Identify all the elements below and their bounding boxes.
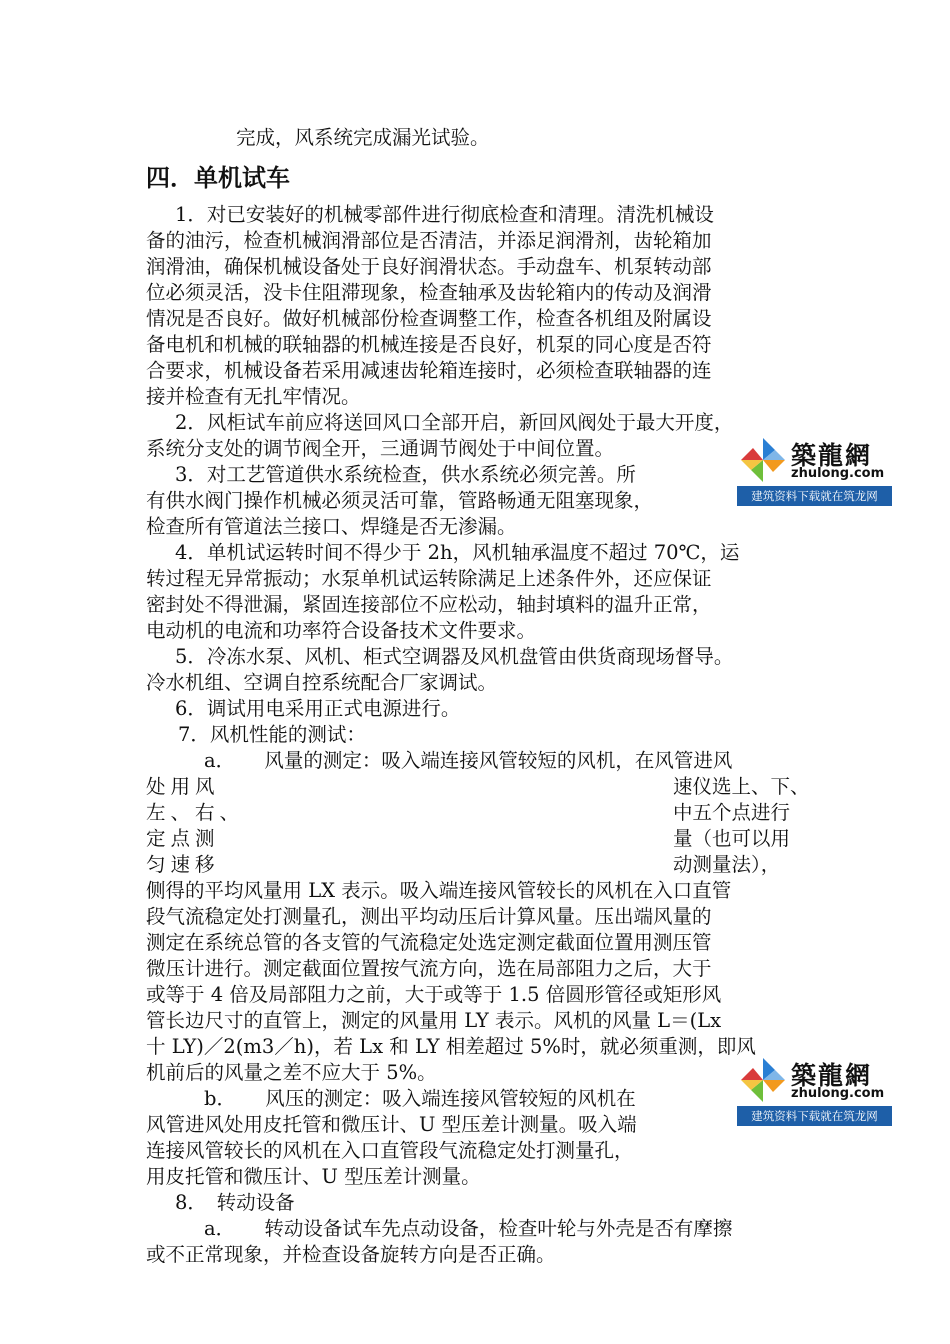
text-line: 定点测 bbox=[146, 827, 220, 850]
text-line: 微压计进行。测定截面位置按气流方向，选在局部阻力之后，大于 bbox=[146, 957, 712, 980]
text-line: 3．对工艺管道供水系统检查，供水系统必须完善。所 bbox=[175, 463, 636, 486]
text-line: 2．风柜试车前应将送回风口全部开启，新回风阀处于最大开度， bbox=[175, 411, 734, 434]
text-line: 电动机的电流和功率符合设备技术文件要求。 bbox=[146, 619, 537, 642]
text-line: 情况是否良好。做好机械部份检查调整工作，检查各机组及附属设 bbox=[146, 307, 712, 330]
text-line: 4．单机试运转时间不得少于 2h，风机轴承温度不超过 70℃，运 bbox=[175, 541, 740, 564]
text-line: 测定在系统总管的各支管的气流稳定处选定测定截面位置用测压管 bbox=[146, 931, 712, 954]
text-line: 动测量法）， bbox=[673, 853, 781, 876]
text-line: 风管进风处用皮托管和微压计、U 型压差计测量。吸入端 bbox=[146, 1113, 637, 1136]
text-line: 备的油污，检查机械润滑部位是否清洁，并添足润滑剂，齿轮箱加 bbox=[146, 229, 712, 252]
text-line: 完成，风系统完成漏光试验。 bbox=[236, 126, 490, 149]
brand-tagline: 建筑资料下载就在筑龙网 bbox=[737, 486, 892, 506]
text-line: 或等于 4 倍及局部阻力之前，大于或等于 1.5 倍圆形管径或矩形风 bbox=[146, 983, 722, 1006]
text-line: 检查所有管道法兰接口、焊缝是否无渗漏。 bbox=[146, 515, 517, 538]
text-line: 左、右、 bbox=[146, 801, 245, 824]
text-line: b． 风压的测定：吸入端连接风管较短的风机在 bbox=[204, 1087, 636, 1110]
text-line: 备电机和机械的联轴器的机械连接是否良好，机泵的同心度是否符 bbox=[146, 333, 712, 356]
text-line: 十 LY)／2(m3／h)，若 Lx 和 LY 相差超过 5%时，就必须重测，即风 bbox=[146, 1035, 756, 1058]
text-line: 位必须灵活，没卡住阻滞现象，检查轴承及齿轮箱内的传动及润滑 bbox=[146, 281, 712, 304]
pinwheel-icon bbox=[739, 1056, 787, 1104]
text-line: 机前后的风量之差不应大于 5%。 bbox=[146, 1061, 437, 1084]
text-line: 合要求，机械设备若采用减速齿轮箱连接时，必须检查联轴器的连 bbox=[146, 359, 712, 382]
text-line: 系统分支处的调节阀全开，三通调节阀处于中间位置。 bbox=[146, 437, 615, 460]
zhulong-watermark-logo bbox=[737, 432, 892, 508]
brand-tagline: 建筑资料下载就在筑龙网 bbox=[737, 1106, 892, 1126]
text-line: 密封处不得泄漏，紧固连接部位不应松动，轴封填料的温升正常， bbox=[146, 593, 712, 616]
zhulong-watermark-logo bbox=[737, 1052, 892, 1128]
brand-cn: 築龍網 bbox=[791, 441, 873, 470]
text-line: 速仪选上、下、 bbox=[673, 775, 810, 798]
text-line: 转过程无异常振动；水泵单机试运转除满足上述条件外，还应保证 bbox=[146, 567, 712, 590]
text-line: 处用风 bbox=[146, 775, 220, 798]
text-line: 侧得的平均风量用 LX 表示。吸入端连接风管较长的风机在入口直管 bbox=[146, 879, 732, 902]
text-line: 润滑油，确保机械设备处于良好润滑状态。手动盘车、机泵转动部 bbox=[146, 255, 712, 278]
text-line: 有供水阀门操作机械必须灵活可靠，管路畅通无阻塞现象， bbox=[146, 489, 654, 512]
text-line: a． 风量的测定：吸入端连接风管较短的风机，在风管进风 bbox=[204, 749, 733, 772]
text-line: 或不正常现象，并检查设备旋转方向是否正确。 bbox=[146, 1243, 556, 1266]
text-line: 段气流稳定处打测量孔，测出平均动压后计算风量。压出端风量的 bbox=[146, 905, 712, 928]
text-line: 中五个点进行 bbox=[673, 801, 791, 824]
text-line: a． 转动设备试车先点动设备，检查叶轮与外壳是否有摩擦 bbox=[204, 1217, 733, 1240]
text-line: 用皮托管和微压计、U 型压差计测量。 bbox=[146, 1165, 481, 1188]
text-line: 连接风管较长的风机在入口直管段气流稳定处打测量孔， bbox=[146, 1139, 634, 1162]
brand-en: zhulong.com bbox=[791, 466, 885, 481]
text-line: 管长边尺寸的直管上，测定的风量用 LY 表示。风机的风量 L＝(Lx bbox=[146, 1009, 722, 1032]
text-line: 量（也可以用 bbox=[673, 827, 791, 850]
text-line: 匀速移 bbox=[146, 853, 220, 876]
brand-en: zhulong.com bbox=[791, 1086, 885, 1101]
brand-cn: 築龍網 bbox=[791, 1061, 873, 1090]
text-line: 6．调试用电采用正式电源进行。 bbox=[175, 697, 461, 720]
text-line: 5．冷冻水泵、风机、柜式空调器及风机盘管由供货商现场督导。 bbox=[175, 645, 734, 668]
section-heading: 四．单机试车 bbox=[146, 164, 290, 192]
text-line: 冷水机组、空调自控系统配合厂家调试。 bbox=[146, 671, 498, 694]
text-line: 接并检查有无扎牢情况。 bbox=[146, 385, 361, 408]
text-line: 1．对已安装好的机械零部件进行彻底检查和清理。清洗机械设 bbox=[175, 203, 714, 226]
pinwheel-icon bbox=[739, 436, 787, 484]
text-line: 8． 转动设备 bbox=[175, 1191, 295, 1214]
text-line: 7．风机性能的测试： bbox=[178, 723, 366, 746]
